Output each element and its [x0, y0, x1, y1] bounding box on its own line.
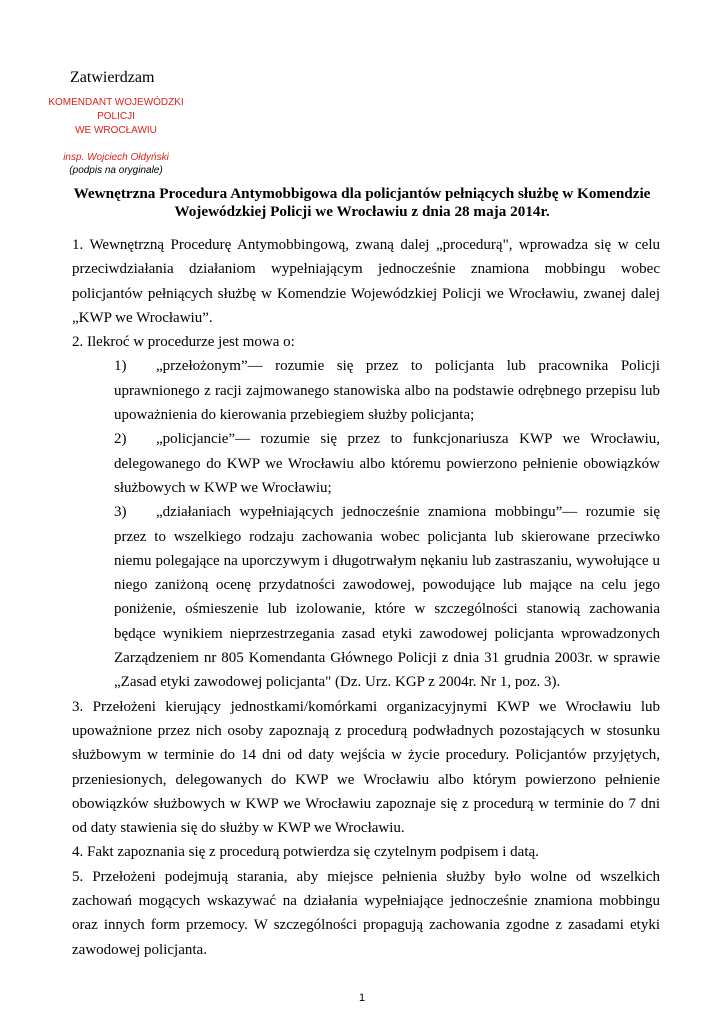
paragraph-1: 1. Wewnętrzną Procedurę Antymobbingową, zwaną dalej „procedurą", wprowadza się w celu przeciwdziałania działaniom wypełniającym jednocześnie znamiona mobbingu wobec policjantów pełniących służbę w Komendzie Wojewódzkiej Policji we Wrocławiu, zwanej dalej „KWP we Wrocławiu”.	[72, 237, 660, 326]
definition-text: „policjancie”— rozumie się przez to funkcjonariusza KWP we Wrocławiu, delegowanego do KWP we Wrocławiu albo któremu powierzono pełnienie obowiązków służbowych w KWP we Wrocławiu;	[114, 431, 660, 496]
approval-heading: Zatwierdzam	[70, 69, 155, 86]
document-title: Wewnętrzna Procedura Antymobbigowa dla policjantów pełniących służbę w Komendzie Wojewódzkiej Policji we Wrocławiu z dnia 28 maja 2014r.	[73, 185, 651, 220]
document-body	[72, 233, 660, 962]
definition-item-2	[72, 427, 660, 500]
definition-number: 2)	[114, 431, 127, 448]
signatory-name: insp. Wojciech Ołdyński	[63, 152, 169, 163]
paragraph-4: 4. Fakt zapoznania się z procedurą potwierdza się czytelnym podpisem i datą.	[72, 844, 539, 861]
definition-text: „działaniach wypełniających jednocześnie znamiona mobbingu”— rozumie się przez to wszelkiego rodzaju zachowania wobec policjanta lub skierowane przeciwko niemu polegające na uporczywym i długotrwałym nękaniu lub zastraszaniu, wywołujące u niego zaniżoną ocenę przydatności zawodowej, powodujące lub mające na celu jego poniżenie, ośmieszenie lub izolowanie, które w szczególności stanowią zachowania będące wynikiem nieprzestrzegania zasad etyki zawodowej policjanta wprowadzonych Zarządzeniem nr 805 Komendanta Głównego Policji z dnia 31 grudnia 2003r. w sprawie „Zasad etyki zawodowej policjanta" (Dz. Urz. KGP z 2004r. Nr 1, poz. 3).	[114, 504, 660, 691]
paragraph-3: 3. Przełożeni kierujący jednostkami/komórkami organizacyjnymi KWP we Wrocławiu lub upoważnione przez nich osoby zapoznają z procedurą podwładnych pozostających w stosunku służbowym w terminie do 14 dni od daty wejścia w życie procedury. Policjantów przyjętych, przeniesionych, delegowanych do KWP we Wrocławiu albo którym powierzono pełnienie obowiązków służbowych w KWP we Wrocławiu zapoznaje się z procedurą w terminie do 7 dni od daty stawienia się do służby w KWP we Wrocławiu.	[72, 698, 660, 837]
definition-number: 3)	[114, 504, 127, 521]
issuer-line-1: KOMENDANT WOJEWÓDZKI	[48, 97, 184, 108]
issuer-line-2: POLICJI	[97, 111, 135, 122]
definition-text: „przełożonym”— rozumie się przez to policjanta lub pracownika Policji uprawnionego z racji zajmowanego stanowiska albo na podstawie odrębnego przepisu lub upoważnienia do kierowania przebiegiem służby policjanta;	[114, 358, 660, 424]
original-signature-note: (podpis na oryginale)	[69, 165, 163, 176]
definition-item-3	[72, 500, 660, 694]
definition-item-1	[72, 354, 660, 427]
issuer-line-3: WE WROCŁAWIU	[75, 125, 157, 136]
paragraph-2: 2. Ilekroć w procedurze jest mowa o:	[72, 334, 295, 351]
paragraph-5: 5. Przełożeni podejmują starania, aby miejsce pełnienia służby było wolne od wszelkich zachowań mogących wskazywać na działania wypełniające jednocześnie znamiona mobbingu oraz innych form przemocy. W szczególności propagują zachowania zgodne z zasadami etyki zawodowej policjanta.	[72, 868, 660, 958]
page-number: 1	[358, 992, 366, 1004]
definition-number: 1)	[114, 358, 127, 375]
